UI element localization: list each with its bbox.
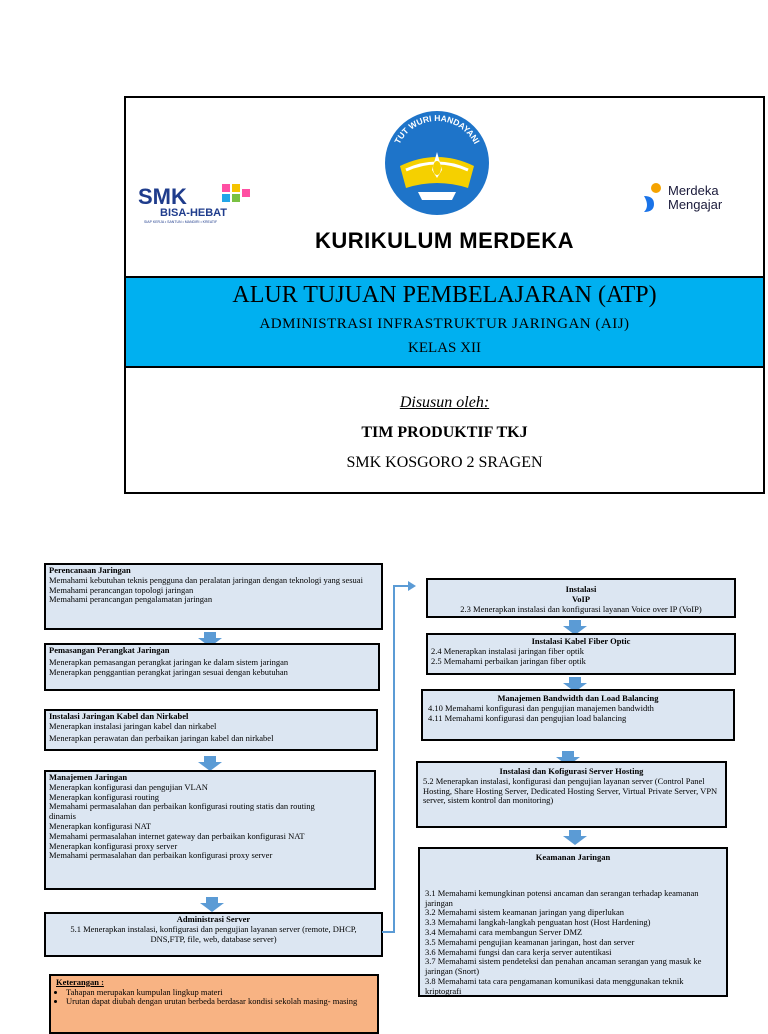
step-title: Manajemen Bandwidth dan Load Balancing: [497, 693, 659, 703]
step-item: Menerapkan konfigurasi dan pengujian VLAN: [49, 781, 208, 792]
step-item: Memahami perancangan topologi jaringan: [49, 584, 194, 595]
step-item: Menerapkan penggantian perangkat jaringan sesuai dengan kebutuhan: [49, 666, 288, 677]
legend-box: [49, 974, 379, 1034]
flow-step-administrasi-server: [44, 912, 383, 957]
flow-step-perencanaan-jaringan: [44, 563, 383, 630]
merdeka-mengajar-logo: [642, 182, 722, 214]
step-item: 3.7 Memahami sistem pendeteksi dan penahan ancaman serangan yang masuk ke jaringan (Snort): [425, 956, 702, 977]
step-item: 4.11 Memahami konfigurasi dan pengujian load balancing: [428, 712, 627, 723]
flow-step-instalasi-kabel-nirkabel: [44, 709, 378, 751]
flow-step-server-hosting: [416, 761, 727, 828]
flow-step-manajemen-jaringan: [44, 770, 376, 890]
step-item: 3.2 Memahami sistem keamanan jaringan yang diperlukan: [425, 907, 624, 918]
step-item: Memahami permasalahan internet gateway dan perbaikan konfigurasi NAT: [49, 830, 305, 841]
step-item: 3.8 Memahami tata cara pengamanan komunikasi data menggunakan teknik kriptografi: [425, 975, 684, 996]
step-title: Perencanaan Jaringan: [49, 565, 131, 575]
smk-logo-tagline: SIAP KERJA • SANTUN • MANDIRI • KREATIF: [144, 220, 218, 224]
step-item: 3.4 Memahami cara membangun Server DMZ: [425, 926, 583, 937]
tut-wuri-text: TUT WURI HANDAYANI: [392, 112, 482, 146]
merdeka-text: Merdeka: [668, 183, 719, 198]
curriculum-title: KURIKULUM MERDEKA: [314, 228, 575, 253]
flow-arrow: [563, 836, 587, 845]
flow-step-keamanan-jaringan: [418, 847, 728, 997]
flow-step-instalasi-fiber-optic: [426, 633, 736, 675]
step-item: 3.6 Memahami fungsi dan cara kerja server autentikasi: [425, 946, 612, 957]
step-item: 5.1 Menerapkan instalasi, konfigurasi dan pengujian layanan server (remote, DHCP, DNS,FTP, file, web, database server): [70, 923, 357, 944]
step-title: Manajemen Jaringan: [49, 772, 128, 782]
step-title: Administrasi Server: [176, 914, 251, 924]
legend-item: • Tahapan merupakan kumpulan lingkup materi: [66, 988, 372, 998]
step-item: Menerapkan konfigurasi routing: [49, 791, 159, 802]
subject-name: ADMINISTRASI INFRASTRUKTUR JARINGAN (AIJ): [259, 316, 630, 332]
step-title: Instalasi Kabel Fiber Optic: [531, 636, 631, 646]
merdeka-mengajar-icon: [642, 182, 664, 214]
atp-title-band: [126, 278, 763, 368]
flow-arrow: [200, 903, 224, 912]
step-item: Menerapkan perawatan dan perbaikan jaringan kabel dan nirkabel: [49, 732, 274, 743]
step-title: Keamanan Jaringan: [535, 852, 611, 862]
smk-logo-text: SMK: [138, 184, 187, 209]
step-title: Instalasi dan Kofigurasi Server Hosting: [499, 766, 644, 776]
step-item: 3.5 Memahami pengujian keamanan jaringan, host dan server: [425, 936, 635, 947]
compiled-by-label: Disusun oleh:: [399, 394, 490, 411]
legend-title: Keterangan :: [56, 977, 104, 987]
step-item: 2.3 Menerapkan instalasi dan konfigurasi layanan Voice over IP (VoIP): [460, 603, 702, 614]
step-item: Memahami permasalahan dan perbaikan konfigurasi proxy server: [49, 850, 273, 861]
step-title: Instalasi Jaringan Kabel dan Nirkabel: [49, 711, 189, 721]
column-connector: [380, 578, 420, 934]
team-name: TIM PRODUKTIF TKJ: [361, 424, 528, 441]
cover-header: [126, 98, 763, 278]
cover-panel: [124, 96, 765, 494]
class-level: KELAS XII: [408, 340, 481, 356]
step-item: 5.2 Menerapkan instalasi, konfigurasi dan pengujian layanan server (Control Panel Hosting, Share Hosting Server, Dedicated Hosting Server, Virtual Private Server, VPN server, sistem kontrol dan monitoring): [423, 775, 718, 806]
step-item: 4.10 Memahami konfigurasi dan pengujian manajemen bandwidth: [428, 702, 654, 713]
step-title: Pemasangan Perangkat Jaringan: [49, 645, 170, 655]
step-item: Memahami permasalahan dan perbaikan konfigurasi routing statis dan routing dinamis: [49, 801, 315, 822]
step-item: Memahami kebutuhan teknis pengguna dan peralatan jaringan dengan teknologi yang sesuai: [49, 574, 363, 585]
school-name: SMK KOSGORO 2 SRAGEN: [346, 454, 543, 471]
atp-title: ALUR TUJUAN PEMBELAJARAN (ATP): [232, 282, 657, 308]
smk-bisa-hebat-logo: [138, 182, 283, 229]
step-item: Menerapkan pemasangan perangkat jaringan ke dalam sistem jaringan: [49, 656, 289, 667]
step-item: 2.5 Memahami perbaikan jaringan fiber optik: [431, 655, 586, 666]
step-item: 3.3 Memahami langkah-langkah penguatan host (Host Hardening): [425, 917, 651, 928]
smk-logo-subtext: BISA-HEBAT: [160, 207, 228, 219]
step-item: Menerapkan konfigurasi NAT: [49, 820, 151, 831]
step-item: Menerapkan konfigurasi proxy server: [49, 840, 178, 851]
tut-wuri-handayani-logo: [378, 108, 496, 223]
legend-list: [56, 988, 372, 1007]
step-title: Instalasi VoIP: [565, 584, 597, 604]
flow-step-instalasi-voip: [426, 578, 736, 618]
step-item: 3.1 Memahami kemungkinan potensi ancaman dan serangan terhadap keamanan jaringan: [425, 887, 699, 908]
step-item: Menerapkan instalasi jaringan kabel dan nirkabel: [49, 720, 217, 731]
step-item: 2.4 Menerapkan instalasi jaringan fiber optik: [431, 645, 584, 656]
legend-item: • Urutan dapat diubah dengan urutan berbeda berdasar kondisi sekolah masing- masing: [66, 997, 372, 1007]
step-item: Memahami perancangan pengalamatan jaringan: [49, 594, 213, 605]
mengajar-text: Mengajar: [668, 197, 723, 212]
flow-step-bandwidth-load-balancing: [421, 689, 735, 741]
flow-step-pemasangan-perangkat: [44, 643, 380, 691]
